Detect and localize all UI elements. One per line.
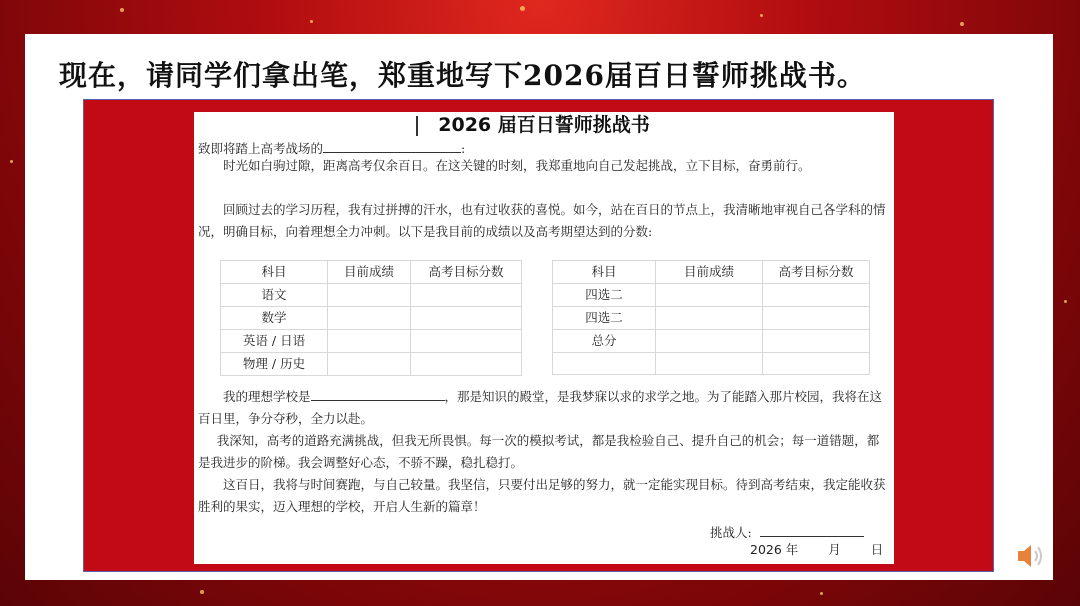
sparkle-decoration <box>200 590 204 594</box>
paragraph-closing: 这百日，我将与时间赛跑，与自己较量。我坚信，只要付出足够的努力，就一定能实现目标。待到高考结束，我定能收获胜利的果实，迈入理想的学校，开启人生新的篇章！ <box>198 477 886 514</box>
date-year: 2026 年 <box>750 542 799 557</box>
document-title: 2026 届百日誓师挑战书 <box>438 114 650 136</box>
subject-cell: 四选二 <box>553 284 656 307</box>
sparkle-decoration <box>820 592 823 595</box>
current-score-cell[interactable] <box>328 330 411 353</box>
target-score-cell[interactable] <box>411 307 522 330</box>
table-row <box>221 330 522 353</box>
addressee-blank[interactable] <box>323 138 461 153</box>
subject-cell: 数学 <box>221 307 328 330</box>
target-score-cell[interactable] <box>763 284 870 307</box>
table-row <box>553 353 870 375</box>
sparkle-decoration <box>960 22 964 26</box>
salutation-text: 致即将踏上高考战场的 <box>198 141 324 156</box>
table-row <box>221 307 522 330</box>
header-subject: 科目 <box>553 261 656 284</box>
paragraph-resolve: 我深知，高考的道路充满挑战，但我无所畏惧。每一次的模拟考试，都是我检验自己、提升自己的机会；每一道错题，都是我进步的阶梯。我会调整好心态，不骄不躁，稳扎稳打。 <box>198 433 880 470</box>
paragraph-dream-school <box>198 386 888 430</box>
date-line <box>750 540 883 560</box>
text-cursor <box>416 116 418 136</box>
table-row <box>553 284 870 307</box>
subject-cell: 英语 / 日语 <box>221 330 328 353</box>
header-subject: 科目 <box>221 261 328 284</box>
sparkle-decoration <box>10 160 13 163</box>
subject-cell <box>553 353 656 375</box>
current-score-cell[interactable] <box>328 284 411 307</box>
table-row <box>553 330 870 353</box>
current-score-cell[interactable] <box>656 353 763 375</box>
subject-cell: 总分 <box>553 330 656 353</box>
target-score-cell[interactable] <box>763 330 870 353</box>
current-score-cell[interactable] <box>656 307 763 330</box>
sparkle-decoration <box>520 6 525 11</box>
current-score-cell[interactable] <box>656 284 763 307</box>
dream-school-prefix: 我的理想学校是 <box>223 389 311 404</box>
target-score-cell[interactable] <box>411 353 522 376</box>
salutation-colon: : <box>461 141 466 156</box>
sparkle-decoration <box>310 20 313 23</box>
current-score-cell[interactable] <box>328 307 411 330</box>
paragraph-intro: 时光如白驹过隙，距离高考仅余百日。在这关键的时刻，我郑重地向自己发起挑战，立下目标，奋勇前行。 <box>223 158 811 173</box>
target-score-cell[interactable] <box>411 284 522 307</box>
date-day: 日 <box>870 542 884 557</box>
table-row <box>553 307 870 330</box>
target-score-cell[interactable] <box>763 307 870 330</box>
signature-blank[interactable] <box>760 522 864 537</box>
score-table-right <box>552 260 870 375</box>
signer-label: 挑战人: <box>710 525 752 540</box>
table-header-row <box>553 261 870 284</box>
header-current-score: 目前成绩 <box>328 261 411 284</box>
table-row <box>221 353 522 376</box>
dream-school-suffix: ，那是知识的殿堂，是我梦寐以求的求学之地。为了能踏入那片校园，我将在这百日里，争分夺秒，全力以赴。 <box>198 389 883 426</box>
table-row <box>221 284 522 307</box>
subject-cell: 物理 / 历史 <box>221 353 328 376</box>
target-score-cell[interactable] <box>763 353 870 375</box>
header-current-score: 目前成绩 <box>656 261 763 284</box>
sparkle-decoration <box>760 14 763 17</box>
sparkle-decoration <box>1064 300 1067 303</box>
date-month: 月 <box>828 542 841 557</box>
dream-school-blank[interactable] <box>311 386 445 401</box>
document-frame <box>83 99 994 572</box>
target-score-cell[interactable] <box>411 330 522 353</box>
header-target-score: 高考目标分数 <box>411 261 522 284</box>
current-score-cell[interactable] <box>328 353 411 376</box>
score-table-left <box>220 260 522 376</box>
current-score-cell[interactable] <box>656 330 763 353</box>
slide-panel <box>25 34 1053 580</box>
subject-cell: 四选二 <box>553 307 656 330</box>
header-target-score: 高考目标分数 <box>763 261 870 284</box>
subject-cell: 语文 <box>221 284 328 307</box>
speaker-icon[interactable] <box>1013 539 1047 573</box>
slide-title: 现在，请同学们拿出笔，郑重地写下2026届百日誓师挑战书。 <box>59 59 866 92</box>
sparkle-decoration <box>120 8 124 12</box>
challenge-document <box>194 112 894 564</box>
table-header-row <box>221 261 522 284</box>
paragraph-review: 回顾过去的学习历程，我有过拼搏的汗水，也有过收获的喜悦。如今，站在百日的节点上，我清晰地审视自己各学科的情况，明确目标，向着理想全力冲刺。以下是我目前的成绩以及高考期望达到的分数: <box>198 202 886 239</box>
